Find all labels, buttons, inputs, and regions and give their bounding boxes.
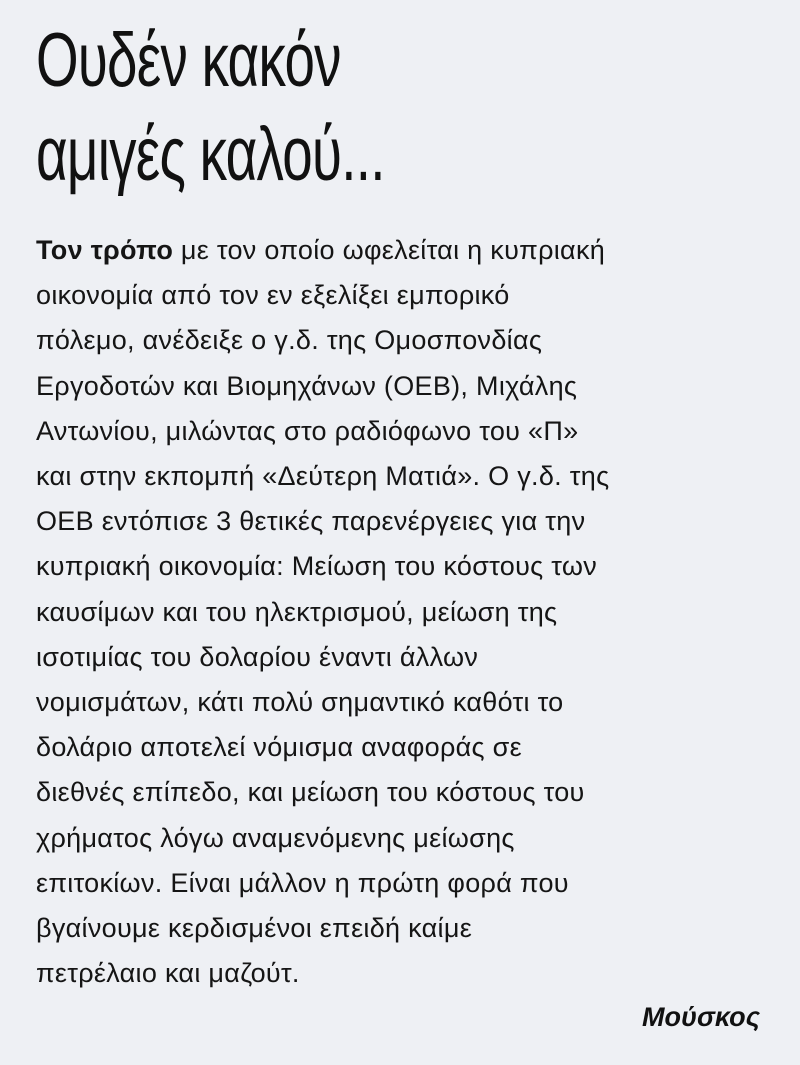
article-line: επιτοκίων. Είναι μάλλον η πρώτη φορά που (36, 867, 569, 898)
article-line: βγαίνουμε κερδισμένοι επειδή καίμε (36, 913, 473, 944)
headline-line-2: αμιγές καλού... (36, 112, 385, 197)
article-body (36, 228, 764, 996)
article-line-1-rest: με τον οποίο ωφελείται η κυπριακή (173, 235, 606, 265)
article-line: δολάριο αποτελεί νόμισμα αναφοράς σε (36, 732, 522, 763)
article-line: Αντωνίου, μιλώντας στο ραδιόφωνο του «Π» (36, 415, 579, 446)
article-line: πόλεμο, ανέδειξε ο γ.δ. της Ομοσπονδίας (36, 325, 543, 356)
article-line: και στην εκπομπή «Δεύτερη Ματιά». Ο γ.δ. της (36, 461, 610, 492)
headline (36, 14, 756, 202)
author-byline: Μούσκος (642, 1002, 760, 1032)
article-line: οικονομία από τον εν εξελίξει εμπορικό (36, 280, 510, 311)
article-line: κυπριακή οικονομία: Μείωση του κόστους των (36, 551, 598, 582)
article-line: ισοτιμίας του δολαρίου έναντι άλλων (36, 641, 479, 672)
article-lead: Τον τρόπο (36, 235, 174, 265)
article-line: ΟΕΒ εντόπισε 3 θετικές παρενέργειες για την (36, 506, 586, 537)
article-line: νομισμάτων, κάτι πολύ σημαντικό καθότι το (36, 687, 564, 718)
article-line: χρήματος λόγω αναμενόμενης μείωσης (36, 822, 515, 853)
article-line: Εργοδοτών και Βιομηχάνων (ΟΕΒ), Μιχάλης (36, 370, 578, 401)
article-line: καυσίμων και του ηλεκτρισμού, μείωση της (36, 596, 558, 627)
headline-line-1: Ουδέν κακόν (36, 18, 341, 103)
article-line (36, 228, 764, 273)
article-line: διεθνές επίπεδο, και μείωση του κόστους του (36, 777, 585, 808)
article-line: πετρέλαιο και μαζούτ. (36, 958, 300, 989)
